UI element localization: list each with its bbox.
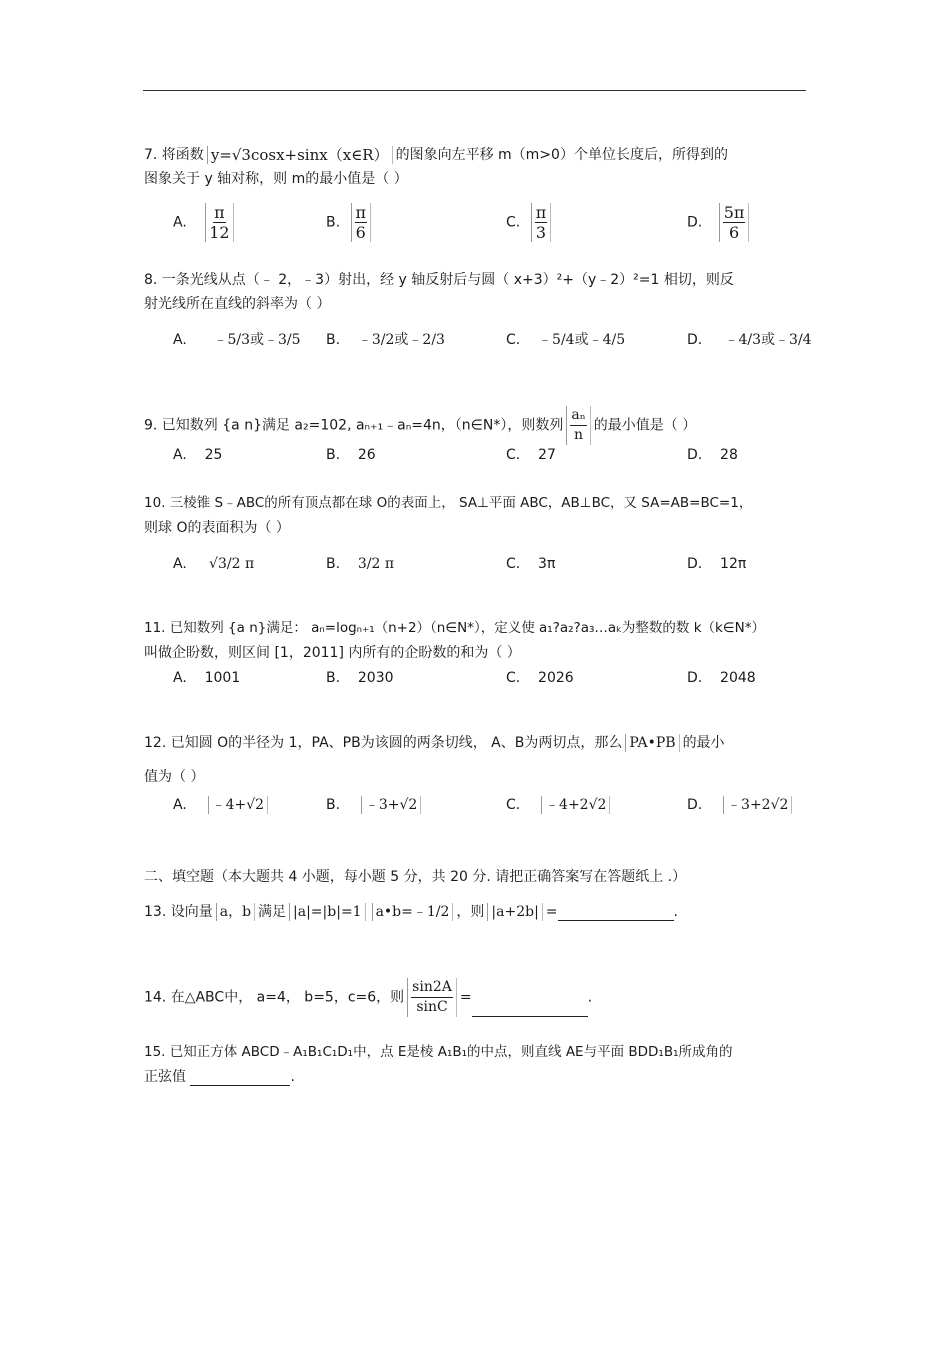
q11-option-a: A. 1001 (173, 670, 241, 686)
q7-line2: 图象关于 y 轴对称，则 m的最小值是（ ） (144, 171, 408, 187)
q7-option-d: D. $\frac{5\pi}{6}$ (687, 203, 752, 242)
q14-answer-blank[interactable] (472, 1002, 588, 1017)
q12-option-c: C. ﹣4+2√2 (506, 796, 613, 814)
q10-option-d: D. 12π (687, 556, 747, 572)
q8-option-d: D. ﹣4/3或﹣3/4 (687, 332, 812, 348)
q12-option-d: D. ﹣3+2√2 (687, 796, 795, 814)
q12-vector-product: PA•PB (625, 734, 679, 752)
q10-line2: 则球 O的表面积为（ ） (144, 520, 290, 536)
q9-option-b: B. 26 (326, 447, 376, 463)
q9-option-a: A. 25 (173, 447, 223, 463)
q8-line1: 8. 一条光线从点（﹣ 2，﹣3）射出，经 y 轴反射后与圆（ x+3）²+（y﹣2）²=1 相切，则反 (144, 272, 734, 288)
q12-option-b: B. ﹣3+√2 (326, 796, 424, 814)
q10-option-c: C. 3π (506, 556, 556, 572)
q13-line: 13. 设向量 a，b 满足 |a|=|b|=1 a•b=﹣1/2 ，则 |a+2b| = . (144, 904, 678, 920)
q8-line2: 射光线所在直线的斜率为（ ） (144, 296, 331, 312)
q10-option-a: A. √3/2 π (173, 556, 255, 572)
q12-line2: 值为（ ） (144, 769, 205, 785)
section2-heading: 二、填空题（本大题共 4 小题，每小题 5 分，共 20 分. 请把正确答案写在答题纸上 .） (144, 869, 687, 885)
q8-option-b: B. ﹣3/2或﹣2/3 (326, 332, 445, 348)
header-rule (143, 90, 806, 91)
q7-option-b: B. $\frac{\pi}{6}$ (326, 203, 374, 242)
q7-option-a: A. $\frac{\pi}{12}$ (173, 203, 237, 242)
q12-line1: 12. 已知圆 O的半径为 1，PA、PB为该圆的两条切线， A、B为两切点，那么 PA•PB 的最小 (144, 735, 725, 751)
q9-line: 9. 已知数列 {a n}满足 a₂=102, aₙ₊₁﹣aₙ=4n，（n∈N*），则数列 $\frac{\text{aₙ}}{n}$ 的最小值是（ ） (144, 407, 697, 443)
q11-line1: 11. 已知数列 {a n}满足： aₙ=logₙ₊₁（n+2）（n∈N*），定义使 a₁?a₂?a₃…aₖ为整数的数 k（k∈N*） (144, 620, 765, 636)
q13-answer-blank[interactable] (558, 906, 674, 921)
q9-option-d: D. 28 (687, 447, 738, 463)
q11-line2: 叫做企盼数，则区间 [1，2011] 内所有的企盼数的和为（ ） (144, 645, 521, 661)
q10-option-b: B. 3/2 π (326, 556, 395, 572)
q7-option-c: C. $\frac{\pi}{3}$ (506, 203, 554, 242)
q14-line: 14. 在△ABC中， a=4， b=5，c=6，则 $\frac{\sin 2A}{\sin C}$ = . (144, 979, 593, 1015)
q11-option-d: D. 2048 (687, 670, 756, 686)
q11-option-c: C. 2026 (506, 670, 574, 686)
q12-option-a: A. ﹣4+√2 (173, 796, 271, 814)
q8-option-a: A. ﹣5/3或﹣3/5 (173, 332, 301, 348)
q15-line1: 15. 已知正方体 ABCD﹣A₁B₁C₁D₁中，点 E是棱 A₁B₁的中点，则直线 AE与平面 BDD₁B₁所成角的 (144, 1044, 733, 1060)
q11-option-b: B. 2030 (326, 670, 394, 686)
q7-function: y=√3cosx+sinx（x∈R） (207, 146, 393, 164)
q15-answer-blank[interactable] (190, 1071, 290, 1086)
q8-option-c: C. ﹣5/4或﹣4/5 (506, 332, 626, 348)
q9-option-c: C. 27 (506, 447, 556, 463)
q7-line1: 7. 将函数 y=√3cosx+sinx（x∈R） 的图象向左平移 m（m>0）个单位长度后，所得到的 (144, 146, 728, 164)
q10-line1: 10. 三棱锥 S﹣ABC的所有顶点都在球 O的表面上， SA⊥平面 ABC，AB⊥BC，又 SA=AB=BC=1， (144, 495, 753, 511)
q15-line2: 正弦值 . (144, 1069, 295, 1085)
